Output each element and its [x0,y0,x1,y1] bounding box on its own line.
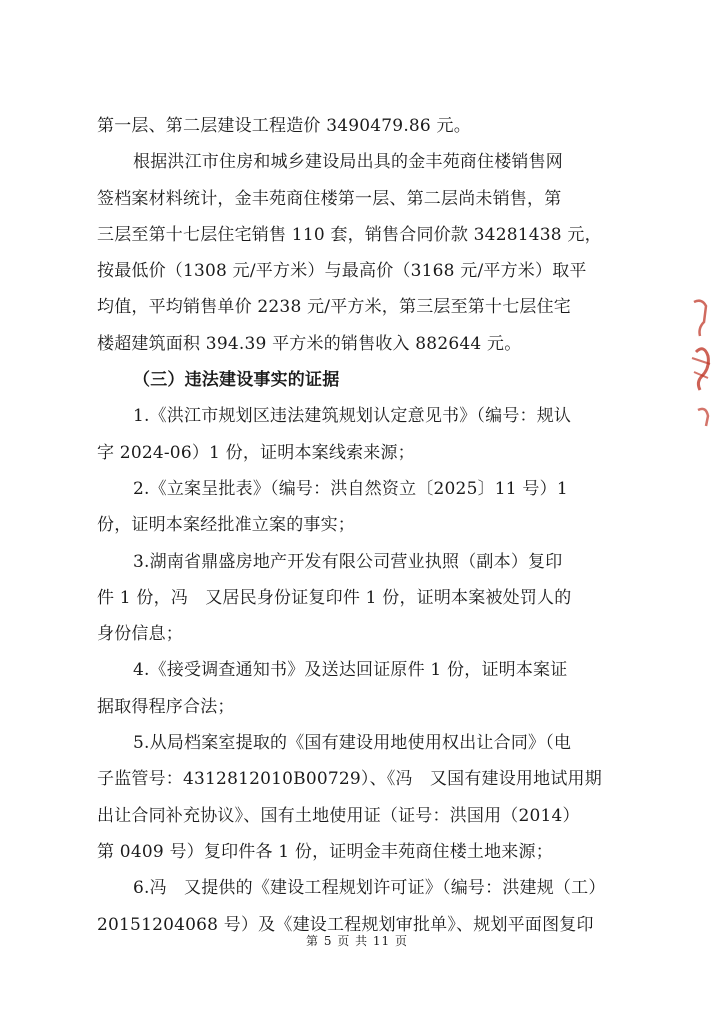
text-line: 20151204068 号）及《建设工程规划审批单》、规划平面图复印 [97,914,594,935]
text-line: 1.《洪江市规划区违法建筑规划认定意见书》（编号：规认 [133,406,572,427]
text-line: 出让合同补充协议》、国有土地使用证（证号：洪国用（2014） [97,805,580,826]
text-line: 签档案材料统计，金丰苑商住楼第一层、第二层尚未销售，第 [97,188,562,209]
text-line: 按最低价（1308 元/平方米）与最高价（3168 元/平方米）取平 [97,261,587,282]
text-line: 身份信息； [97,624,183,645]
section-heading: （三）违法建设事实的证据 [133,370,340,391]
text-line: 第 0409 号）复印件各 1 份，证明金丰苑商住楼土地来源； [97,841,553,862]
text-line: 据取得程序合法； [97,696,235,717]
document-body [97,108,620,943]
text-line: 4.《接受调查通知书》及送达回证原件 1 份，证明本案证 [133,660,568,681]
text-line: 第一层、第二层建设工程造价 3490479.86 元。 [97,116,471,136]
text-line: 6.冯 又提供的《建设工程规划许可证》（编号：洪建规（工） [133,878,606,899]
text-line: 件 1 份，冯 又居民身份证复印件 1 份，证明本案被处罚人的 [97,587,572,608]
text-line: 均值，平均销售单价 2238 元/平方米，第三层至第十七层住宅 [97,297,571,318]
text-line: 楼超建筑面积 394.39 平方米的销售收入 882644 元。 [97,333,522,354]
text-line: 2.《立案呈批表》（编号：洪自然资立〔2025〕11 号）1 [133,478,568,499]
text-line: 份，证明本案经批准立案的事实； [97,515,355,536]
text-line: 3.湖南省鼎盛房地产开发有限公司营业执照（副本）复印 [133,551,563,572]
seal-stamp-edge [688,292,714,432]
text-line: 三层至第十七层住宅销售 110 套，销售合同价款 34281438 元， [97,224,602,245]
text-line: 根据洪江市住房和城乡建设局出具的金丰苑商住楼销售网 [133,152,563,173]
text-line: 5.从局档案室提取的《国有建设用地使用权出让合同》（电 [133,733,572,754]
text-line: 子监管号：4312812010B00729）、《冯 又国有建设用地试用期 [97,769,602,790]
text-line: 字 2024-06）1 份，证明本案线索来源； [97,442,415,463]
page-number-footer: 第 5 页 共 11 页 [306,934,408,948]
